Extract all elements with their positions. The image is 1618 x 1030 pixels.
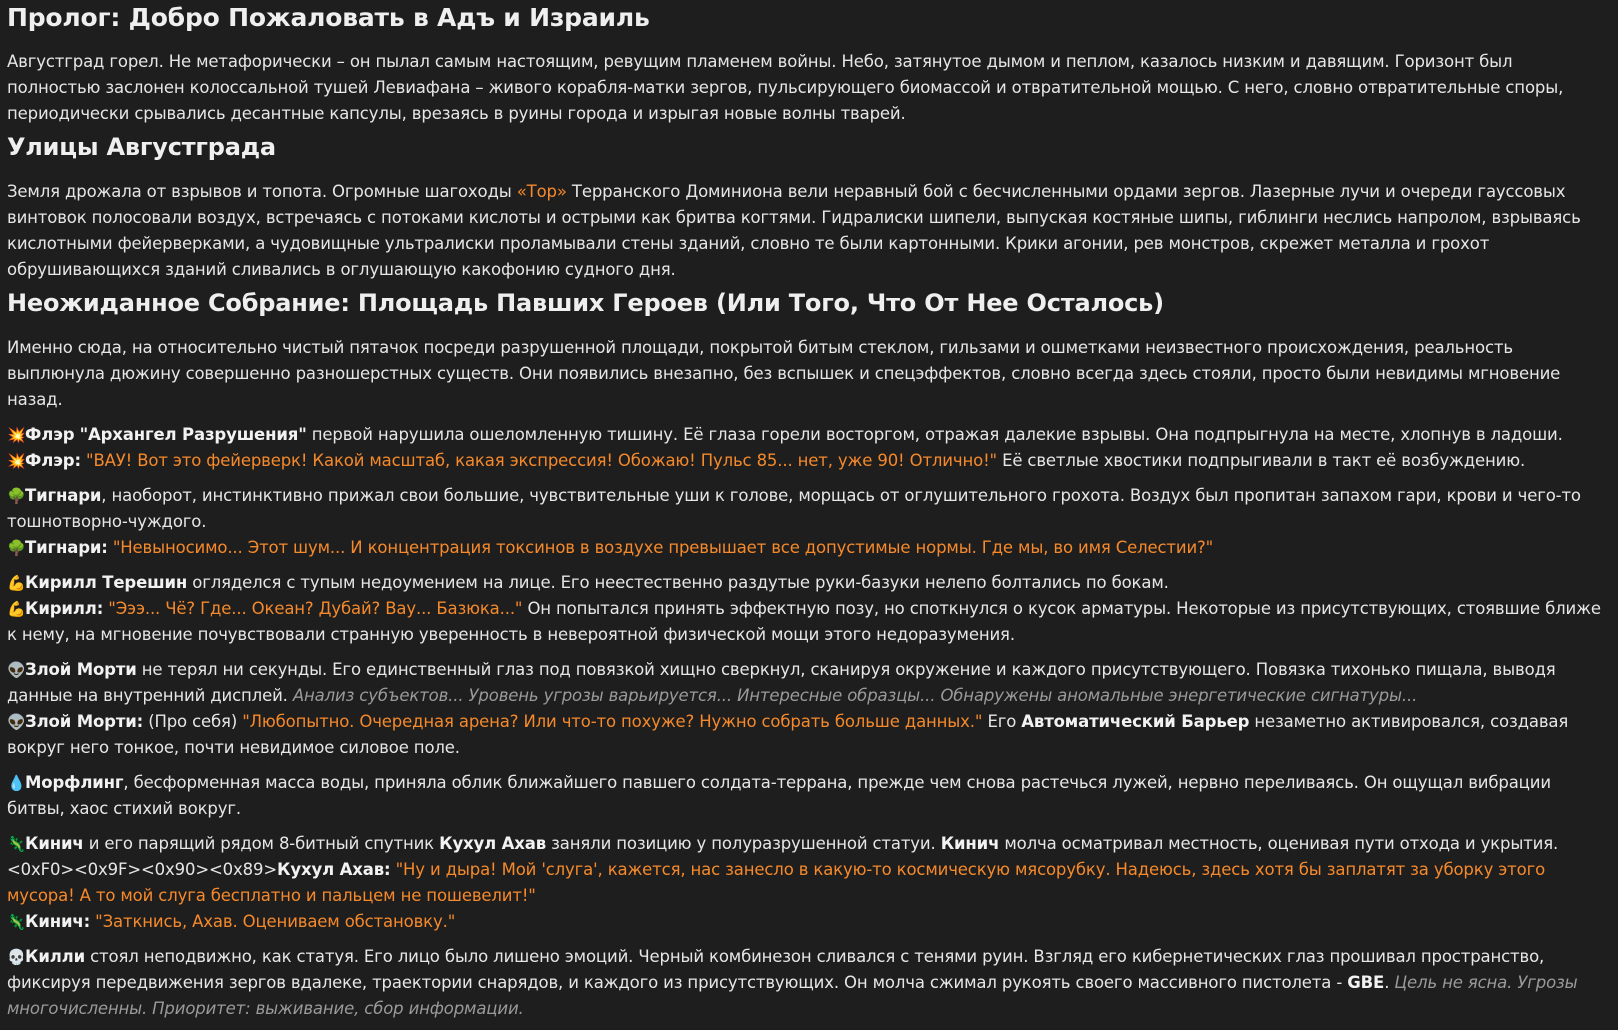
flexed-arm-icon: 💪 — [7, 600, 26, 618]
kinich-mid1: и его парящий рядом 8-битный спутник — [83, 834, 440, 853]
tighnari-speaker: Тигнари: — [25, 538, 108, 557]
gathering-paragraph: Именно сюда, на относительно чистый пятачок посреди разрушенной площади, покрытой битым стеклом, гильзами и ошметками неизвестного происхождения, реальность выплюнула дюжину совершенно разношерстных существ. Они появились внезапно, без вспышек и спецэффектов, словно всегда здесь стояли, просто были невидимы мгновение назад. — [7, 338, 1561, 409]
kinich-name: Кинич — [25, 834, 84, 853]
section-heading-streets: Улицы Августграда — [7, 133, 276, 161]
droplet-icon: 💧 — [7, 774, 26, 792]
kuhul-speaker: Кухул Ахав: — [277, 860, 391, 879]
morty-name: Злой Морти — [25, 660, 137, 679]
flare-quote: "ВАУ! Вот это фейерверк! Какой масштаб, какая экспрессия! Обожаю! Пульс 85... нет, уже 90! Отлично!" — [86, 451, 997, 470]
morty-dialogue — [7, 709, 1604, 761]
alien-icon: 👽 — [7, 661, 26, 679]
morty-analysis: Анализ субъектов... Уровень угрозы варьируется... Интересные образцы... Обнаружены аномальные энергетические сигнатуры... — [292, 686, 1418, 705]
morty-quote: "Любопытно. Очередная арена? Или что-то похуже? Нужно собрать больше данных." — [242, 712, 983, 731]
morty-speaker: Злой Морти: — [25, 712, 144, 731]
kinich-mid2: заняли позицию у полуразрушенной статуи. — [546, 834, 941, 853]
document — [0, 1, 1618, 1022]
kirill-speaker: Кирилл: — [25, 599, 104, 618]
kirill-name: Кирилл Терешин — [25, 573, 188, 592]
killy-desc: стоял неподвижно, как статуя. Его лицо было лишено эмоций. Черный комбинезон сливался с тенями руин. Взгляд его кибернетических глаз прошивал пространство, фиксируя передвижения зергов вдалеке, траектории снарядов, и каждого из присутствующих. Он молча сжимал рукоять своего массивного пистолета - — [7, 947, 1545, 992]
explosion-icon: 💥 — [7, 426, 26, 444]
kirill-intro — [7, 570, 1604, 596]
morty-ability: Автоматический Барьер — [1021, 712, 1250, 731]
alien-icon: 👽 — [7, 713, 26, 731]
kinich-desc: молча осматривал местность, оценивая пути отхода и укрытия. — [999, 834, 1559, 853]
morty-aside: (Про себя) — [143, 712, 243, 731]
killy-sep: . — [1384, 973, 1395, 992]
morty-intro — [7, 657, 1604, 709]
morty-mid: Его — [982, 712, 1022, 731]
lizard-icon: 🦎 — [7, 835, 26, 853]
kuhul-dialogue — [7, 857, 1604, 909]
tighnari-desc: , наоборот, инстинктивно прижал свои большие, чувствительные уши к голове, морщась от оглушительного грохота. Воздух был пропитан запахом гари, крови и чего-то тошнотворно-чуждого. — [7, 486, 1581, 531]
streets-text-1: Земля дрожала от взрывов и топота. Огромные шагоходы — [7, 182, 517, 201]
kinich-quote: "Заткнись, Ахав. Оцениваем обстановку." — [95, 912, 456, 931]
raw-bytes: <0xF0><0x9F><0x90><0x89> — [7, 860, 278, 879]
thor-highlight: «Тор» — [516, 182, 567, 201]
kinich-speaker: Кинич: — [25, 912, 91, 931]
tree-icon: 🌳 — [7, 539, 26, 557]
tighnari-name: Тигнари — [25, 486, 102, 505]
kirill-desc: огляделся с тупым недоумением на лице. Его неестественно раздутые руки-базуки нелепо болтались по бокам. — [187, 573, 1169, 592]
skull-icon: 💀 — [7, 948, 26, 966]
kirill-dialogue — [7, 596, 1604, 648]
kirill-after: Он попытался принять эффектную позу, но споткнулся о кусок арматуры. Некоторые из присутствующих, стоявшие ближе к нему, на мгновение почувствовали странную уверенность в невероятной физической мощи этого недоразумения. — [7, 599, 1601, 644]
flare-intro — [7, 422, 1604, 448]
morphling-intro — [7, 770, 1604, 822]
morphling-name: Морфлинг — [25, 773, 124, 792]
intro-paragraph: Августград горел. Не метафорически – он пылал самым настоящим, ревущим пламенем войны. Небо, затянутое дымом и пеплом, казалось низким и давящим. Горизонт был полностью заслонен колоссальной тушей Левиафана – живого корабля-матки зергов, пульсирующего биомассой и отвратительной мощью. С него, словно отвратительные споры, периодически срывались десантные капсулы, врезаясь в руины города и изрыгая новые волны тварей. — [7, 52, 1564, 123]
explosion-icon: 💥 — [7, 452, 26, 470]
morty-after: незаметно активировался, создавая вокруг него тонкое, почти невидимое силовое поле. — [7, 712, 1569, 757]
page-title: Пролог: Добро Пожаловать в Адъ и Израиль — [7, 3, 650, 32]
kinich-companion: Кухул Ахав — [439, 834, 547, 853]
flare-dialogue — [7, 448, 1604, 474]
streets-paragraph — [7, 179, 1604, 283]
kinich-dialogue — [7, 909, 1604, 935]
morty-desc: не терял ни секунды. Его единственный глаз под повязкой хищно сверкнул, сканируя окружение и каждого присутствующего. Повязка тихонько пищала, выводя данные на внутренний дисплей. — [7, 660, 1556, 705]
flare-after: Её светлые хвостики подпрыгивали в такт её возбуждению. — [996, 451, 1526, 470]
flare-name: Флэр — [25, 425, 75, 444]
killy-weapon: GBE — [1347, 973, 1385, 992]
kinich-name-2: Кинич — [940, 834, 1000, 853]
kirill-quote: "Эээ... Чё? Где... Океан? Дубай? Вау... Базюка..." — [108, 599, 523, 618]
killy-name: Килли — [25, 947, 86, 966]
tighnari-dialogue — [7, 535, 1604, 561]
tighnari-quote: "Невыносимо... Этот шум... И концентрация токсинов в воздухе превышает все допустимые нормы. Где мы, во имя Селестии?" — [112, 538, 1214, 557]
flare-title: "Архангел Разрушения" — [79, 425, 307, 444]
kuhul-quote: "Ну и дыра! Мой 'слуга', кажется, нас занесло в какую-то космическую мясорубку. Надеюсь, здесь хотя бы заплатят за уборку этого мусора! А то мой слуга бесплатно и пальцем не пошевелит!" — [7, 860, 1546, 905]
killy-thoughts: Цель не ясна. Угрозы многочисленны. Приоритет: выживание, сбор информации. — [7, 973, 1578, 1018]
flexed-arm-icon: 💪 — [7, 574, 26, 592]
flare-desc: первой нарушила ошеломленную тишину. Её глаза горели восторгом, отражая далекие взрывы. Она подпрыгнула на месте, хлопнув в ладоши. — [306, 425, 1563, 444]
tighnari-intro — [7, 483, 1604, 535]
tree-icon: 🌳 — [7, 487, 26, 505]
lizard-icon: 🦎 — [7, 913, 26, 931]
kinich-intro — [7, 831, 1604, 857]
flare-speaker: Флэр: — [25, 451, 81, 470]
section-heading-gathering: Неожиданное Собрание: Площадь Павших Героев (Или Того, Что От Нее Осталось) — [7, 289, 1164, 317]
streets-text-2: Терранского Доминиона вели неравный бой с бесчисленными ордами зергов. Лазерные лучи и очереди гауссовых винтовок полосовали воздух, встречаясь с потоками кислоты и острыми как бритва когтями. Гидралиски шипели, выпуская костяные шипы, гиблинги неслись напролом, взрываясь кислотными фейерверками, а чудовищные ультралиски проламывали стены зданий, словно те были картонными. Крики агонии, рев монстров, скрежет металла и грохот обрушивающихся зданий сливались в оглушающую какофонию судного дня. — [7, 182, 1581, 279]
killy-intro — [7, 944, 1604, 1022]
morphling-desc: , бесформенная масса воды, приняла облик ближайшего павшего солдата-террана, прежде чем снова растечься лужей, нервно переливаясь. Он ощущал вибрации битвы, хаос стихий вокруг. — [7, 773, 1551, 818]
